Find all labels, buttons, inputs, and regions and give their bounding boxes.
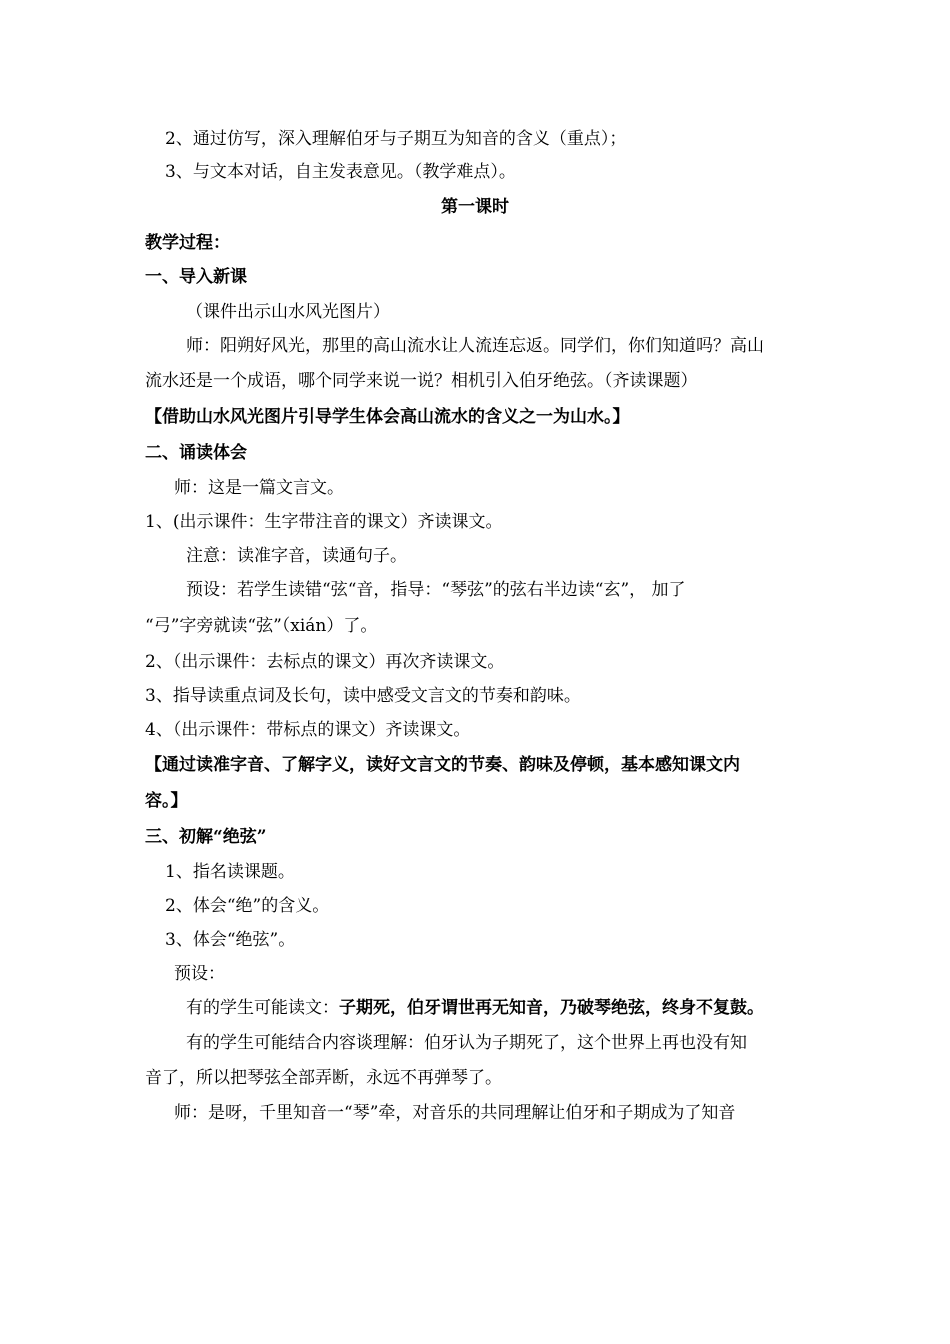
attention-note: 注意：读准字音，读通句子。	[186, 546, 407, 566]
step-2: 2、（出示课件：去标点的课文）再次齐读课文。	[145, 652, 505, 672]
lesson-title: 第一课时	[441, 197, 509, 217]
preset-label: 预设：	[174, 964, 225, 984]
objective-3: 3、与文本对话，自主发表意见。（教学难点）。	[165, 162, 516, 182]
teacher-intro-line-1: 师：阳朔好风光，那里的高山流水让人流连忘返。同学们，你们知道吗？高山	[186, 336, 764, 356]
quoted-text-bold: 子期死，伯牙谓世再无知音，乃破琴绝弦，终身不复鼓。	[339, 998, 764, 1018]
student-reading-lead: 有的学生可能读文：	[186, 998, 339, 1018]
step-1: 1、(出示课件：生字带注音的课文）齐读课文。	[145, 512, 503, 532]
substep-1: 1、指名读课题。	[165, 862, 295, 882]
substep-2: 2、体会“绝”的含义。	[165, 896, 330, 916]
teacher-conclusion-line: 师：是呀，千里知音一“琴”牵，对音乐的共同理解让伯牙和子期成为了知音	[174, 1103, 736, 1123]
design-note-2-line-2: 容。】	[145, 791, 188, 811]
preset-line-1: 预设：若学生读错“弦“音，指导：“琴弦”的弦右半边读“玄”， 加了	[186, 580, 686, 600]
step-3: 3、指导读重点词及长句，读中感受文言文的节奏和韵味。	[145, 686, 581, 706]
preset-line-2: “弓”字旁就读“弦”（xián）了。	[145, 616, 378, 636]
courseware-note: （课件出示山水风光图片）	[186, 302, 390, 322]
section-2-heading: 二、诵读体会	[145, 443, 247, 463]
design-note-2-line-1: 【通过读准字音、了解字义，读好文言文的节奏、韵味及停顿，基本感知课文内	[145, 755, 740, 775]
substep-3: 3、体会“绝弦”。	[165, 930, 296, 950]
step-4: 4、（出示课件：带标点的课文）齐读课文。	[145, 720, 471, 740]
objective-2: 2、通过仿写，深入理解伯牙与子期互为知音的含义（重点）；	[165, 129, 627, 149]
student-understanding-line-2: 音了，所以把琴弦全部弄断，永远不再弹琴了。	[145, 1068, 502, 1088]
design-note-1: 【借助山水风光图片引导学生体会高山流水的含义之一为山水。】	[145, 407, 630, 427]
teacher-intro-line-2: 流水还是一个成语，哪个同学来说一说？相机引入伯牙绝弦。（齐读课题）	[145, 371, 698, 391]
section-3-heading: 三、初解“绝弦”	[145, 827, 267, 847]
student-reading-line	[186, 996, 764, 1020]
section-process-heading: 教学过程：	[145, 233, 230, 253]
section-1-heading: 一、导入新课	[145, 267, 247, 287]
student-understanding-line-1: 有的学生可能结合内容谈理解：伯牙认为子期死了，这个世界上再也没有知	[186, 1033, 747, 1053]
teacher-classical-text: 师：这是一篇文言文。	[174, 478, 344, 498]
